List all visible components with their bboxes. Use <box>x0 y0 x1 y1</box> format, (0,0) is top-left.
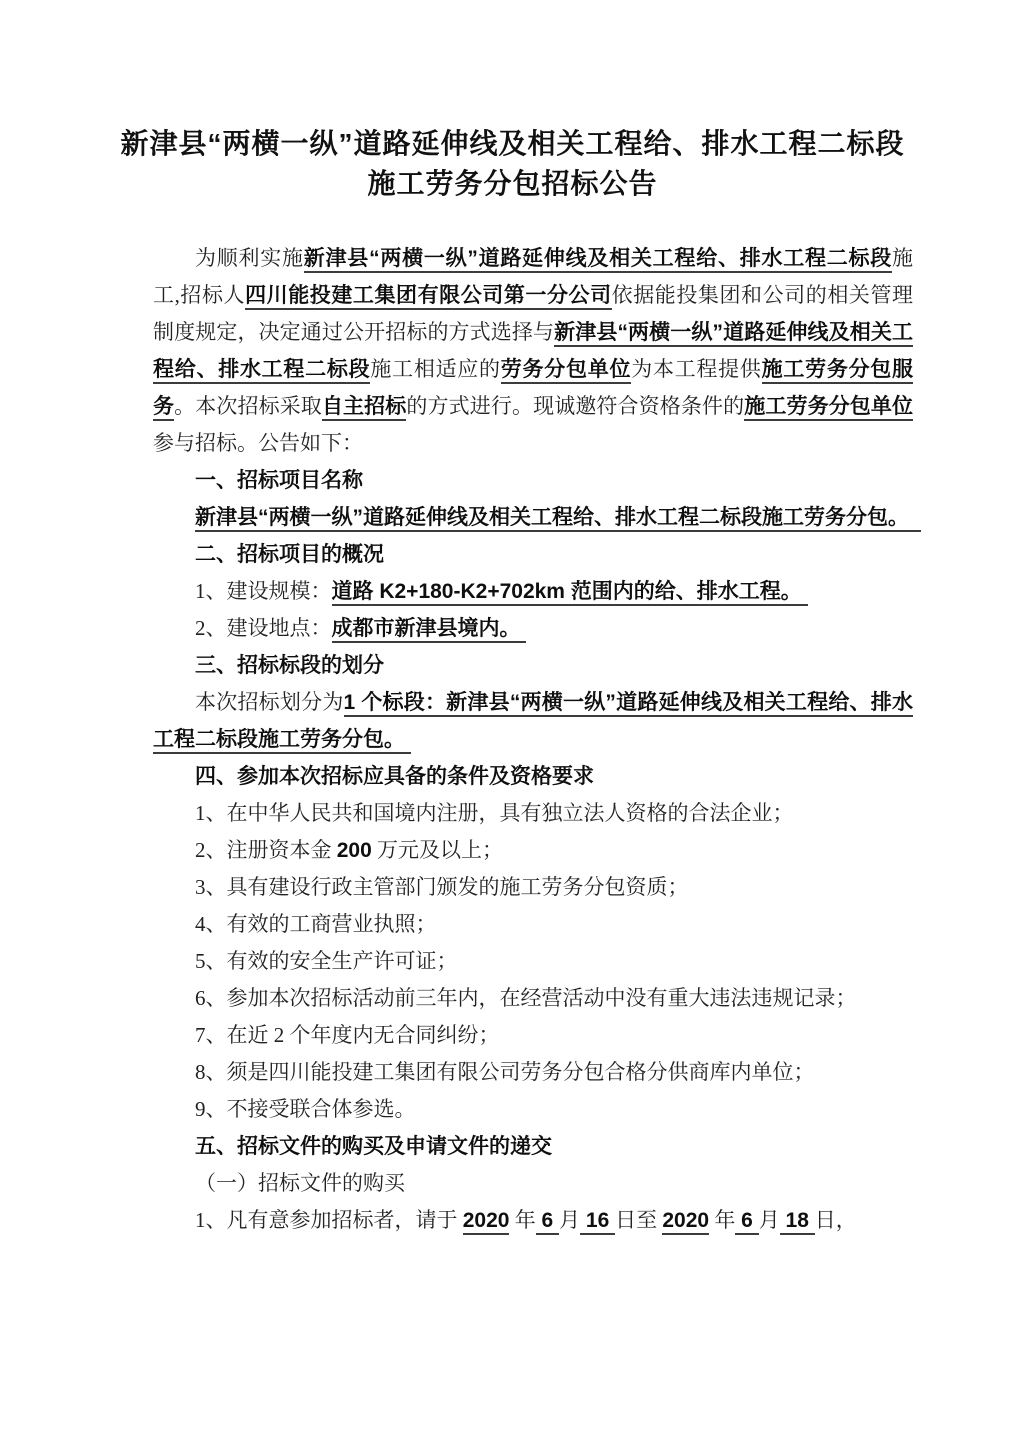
text-run: 为顺利实施 <box>195 246 304 270</box>
paragraph <box>153 499 921 536</box>
paragraph <box>153 943 913 980</box>
paragraph <box>153 536 913 573</box>
text-run: 日， <box>814 1208 857 1232</box>
underlined-text-run: 自主招标 <box>322 395 406 421</box>
paragraph <box>153 980 913 1017</box>
underlined-text-run: 四川能投建工集团有限公司第一分公司 <box>245 284 612 310</box>
paragraph <box>153 240 913 462</box>
title-line-1: 新津县“两横一纵”道路延伸线及相关工程给、排水工程二标段 <box>120 128 905 159</box>
paragraph <box>153 610 913 647</box>
document-title <box>0 0 1025 204</box>
text-run: 参与招标。公告如下： <box>153 431 363 455</box>
text-run: 依据能投集团和公司的相关管理制度规定，决定通过公开招标的方式选择与 <box>153 283 914 344</box>
text-run: 6、参加本次招标活动前三年内，在经营活动中没有重大违法违规记录； <box>195 986 857 1010</box>
text-run: 7、在近 2 个年度内无合同纠纷； <box>195 1023 500 1047</box>
text-run: 1、建设规模： <box>195 579 332 603</box>
text-run: 月 <box>758 1208 780 1232</box>
paragraph <box>153 1165 913 1202</box>
bold-text-run: 四、参加本次招标应具备的条件及资格要求 <box>195 765 594 788</box>
underlined-text-run: 施工劳务分包单位 <box>744 395 913 421</box>
paragraph <box>153 869 913 906</box>
underlined-text-run: 2020 <box>662 1209 709 1235</box>
text-run: 为本工程提供 <box>631 357 762 381</box>
text-run: 的方式进行。现诚邀符合资格条件的 <box>406 394 745 418</box>
underlined-text-run: 2020 <box>463 1209 510 1235</box>
underlined-text-run: 新津县“两横一纵”道路延伸线及相关工程给、排水工程二标段 <box>304 247 892 273</box>
paragraph <box>153 906 913 943</box>
bold-text-run: 三、招标标段的划分 <box>195 654 384 677</box>
bold-text-run: 二、招标项目的概况 <box>195 543 384 566</box>
underlined-text-run: 成都市新津县境内。 <box>332 617 527 643</box>
paragraph <box>153 1128 913 1165</box>
paragraph <box>153 1091 913 1128</box>
text-run: 施工相适应的 <box>370 357 501 381</box>
paragraph <box>153 758 913 795</box>
underlined-text-run: 6 <box>735 1209 758 1235</box>
text-run: 2、建设地点： <box>195 616 332 640</box>
text-run: 5、有效的安全生产许可证； <box>195 949 458 973</box>
document-body <box>153 240 921 1239</box>
bold-text-run: 200 <box>336 839 372 862</box>
underlined-text-run: 16 <box>580 1209 615 1235</box>
text-run: 。本次招标采取 <box>174 394 322 418</box>
text-run: 8、须是四川能投建工集团有限公司劳务分包合格分供商库内单位； <box>195 1060 815 1084</box>
underlined-text-run: 施工劳务分包服务 <box>153 358 913 421</box>
underlined-text-run: 6 <box>536 1209 559 1235</box>
text-run: 年 <box>709 1208 736 1232</box>
bold-text-run: 一、招标项目名称 <box>195 469 363 492</box>
text-run: 9、不接受联合体参选。 <box>195 1097 416 1121</box>
paragraph <box>153 1017 913 1054</box>
text-run: （一）招标文件的购买 <box>195 1171 405 1195</box>
text-run: 3、具有建设行政主管部门颁发的施工劳务分包资质； <box>195 875 689 899</box>
text-run: 1、在中华人民共和国境内注册，具有独立法人资格的合法企业； <box>195 801 794 825</box>
paragraph <box>153 1202 913 1239</box>
paragraph <box>153 684 913 758</box>
paragraph <box>153 462 913 499</box>
paragraph <box>153 647 913 684</box>
paragraph <box>153 1054 913 1091</box>
underlined-text-run: 新津县“两横一纵”道路延伸线及相关工程给、排水工程二标段 <box>153 321 913 384</box>
text-run: 1、凡有意参加招标者，请于 <box>195 1208 463 1232</box>
bold-text-run: 五、招标文件的购买及申请文件的递交 <box>195 1135 552 1158</box>
paragraph <box>153 795 913 832</box>
underlined-text-run: 18 <box>780 1209 815 1235</box>
text-run: 年 <box>509 1208 536 1232</box>
text-run: 万元及以上； <box>371 838 504 862</box>
underlined-text-run: 劳务分包单位 <box>501 358 631 384</box>
underlined-text-run: 新津县“两横一纵”道路延伸线及相关工程给、排水工程二标段施工劳务分包。 <box>195 506 921 532</box>
text-run: 施工,招标人 <box>153 246 914 307</box>
paragraph <box>153 832 913 869</box>
underlined-text-run: 1 个标段：新津县“两横一纵”道路延伸线及相关工程给、排水工程二标段施工劳务分包。 <box>153 691 913 754</box>
paragraph <box>153 573 913 610</box>
text-run: 本次招标划分为 <box>195 690 344 714</box>
text-run: 月 <box>559 1208 581 1232</box>
title-line-2: 施工劳务分包招标公告 <box>367 168 658 199</box>
text-run: 4、有效的工商营业执照； <box>195 912 437 936</box>
underlined-text-run: 道路 K2+180-K2+702km 范围内的给、排水工程。 <box>332 580 808 606</box>
text-run: 2、注册资本金 <box>195 838 337 862</box>
text-run: 日至 <box>615 1208 663 1232</box>
